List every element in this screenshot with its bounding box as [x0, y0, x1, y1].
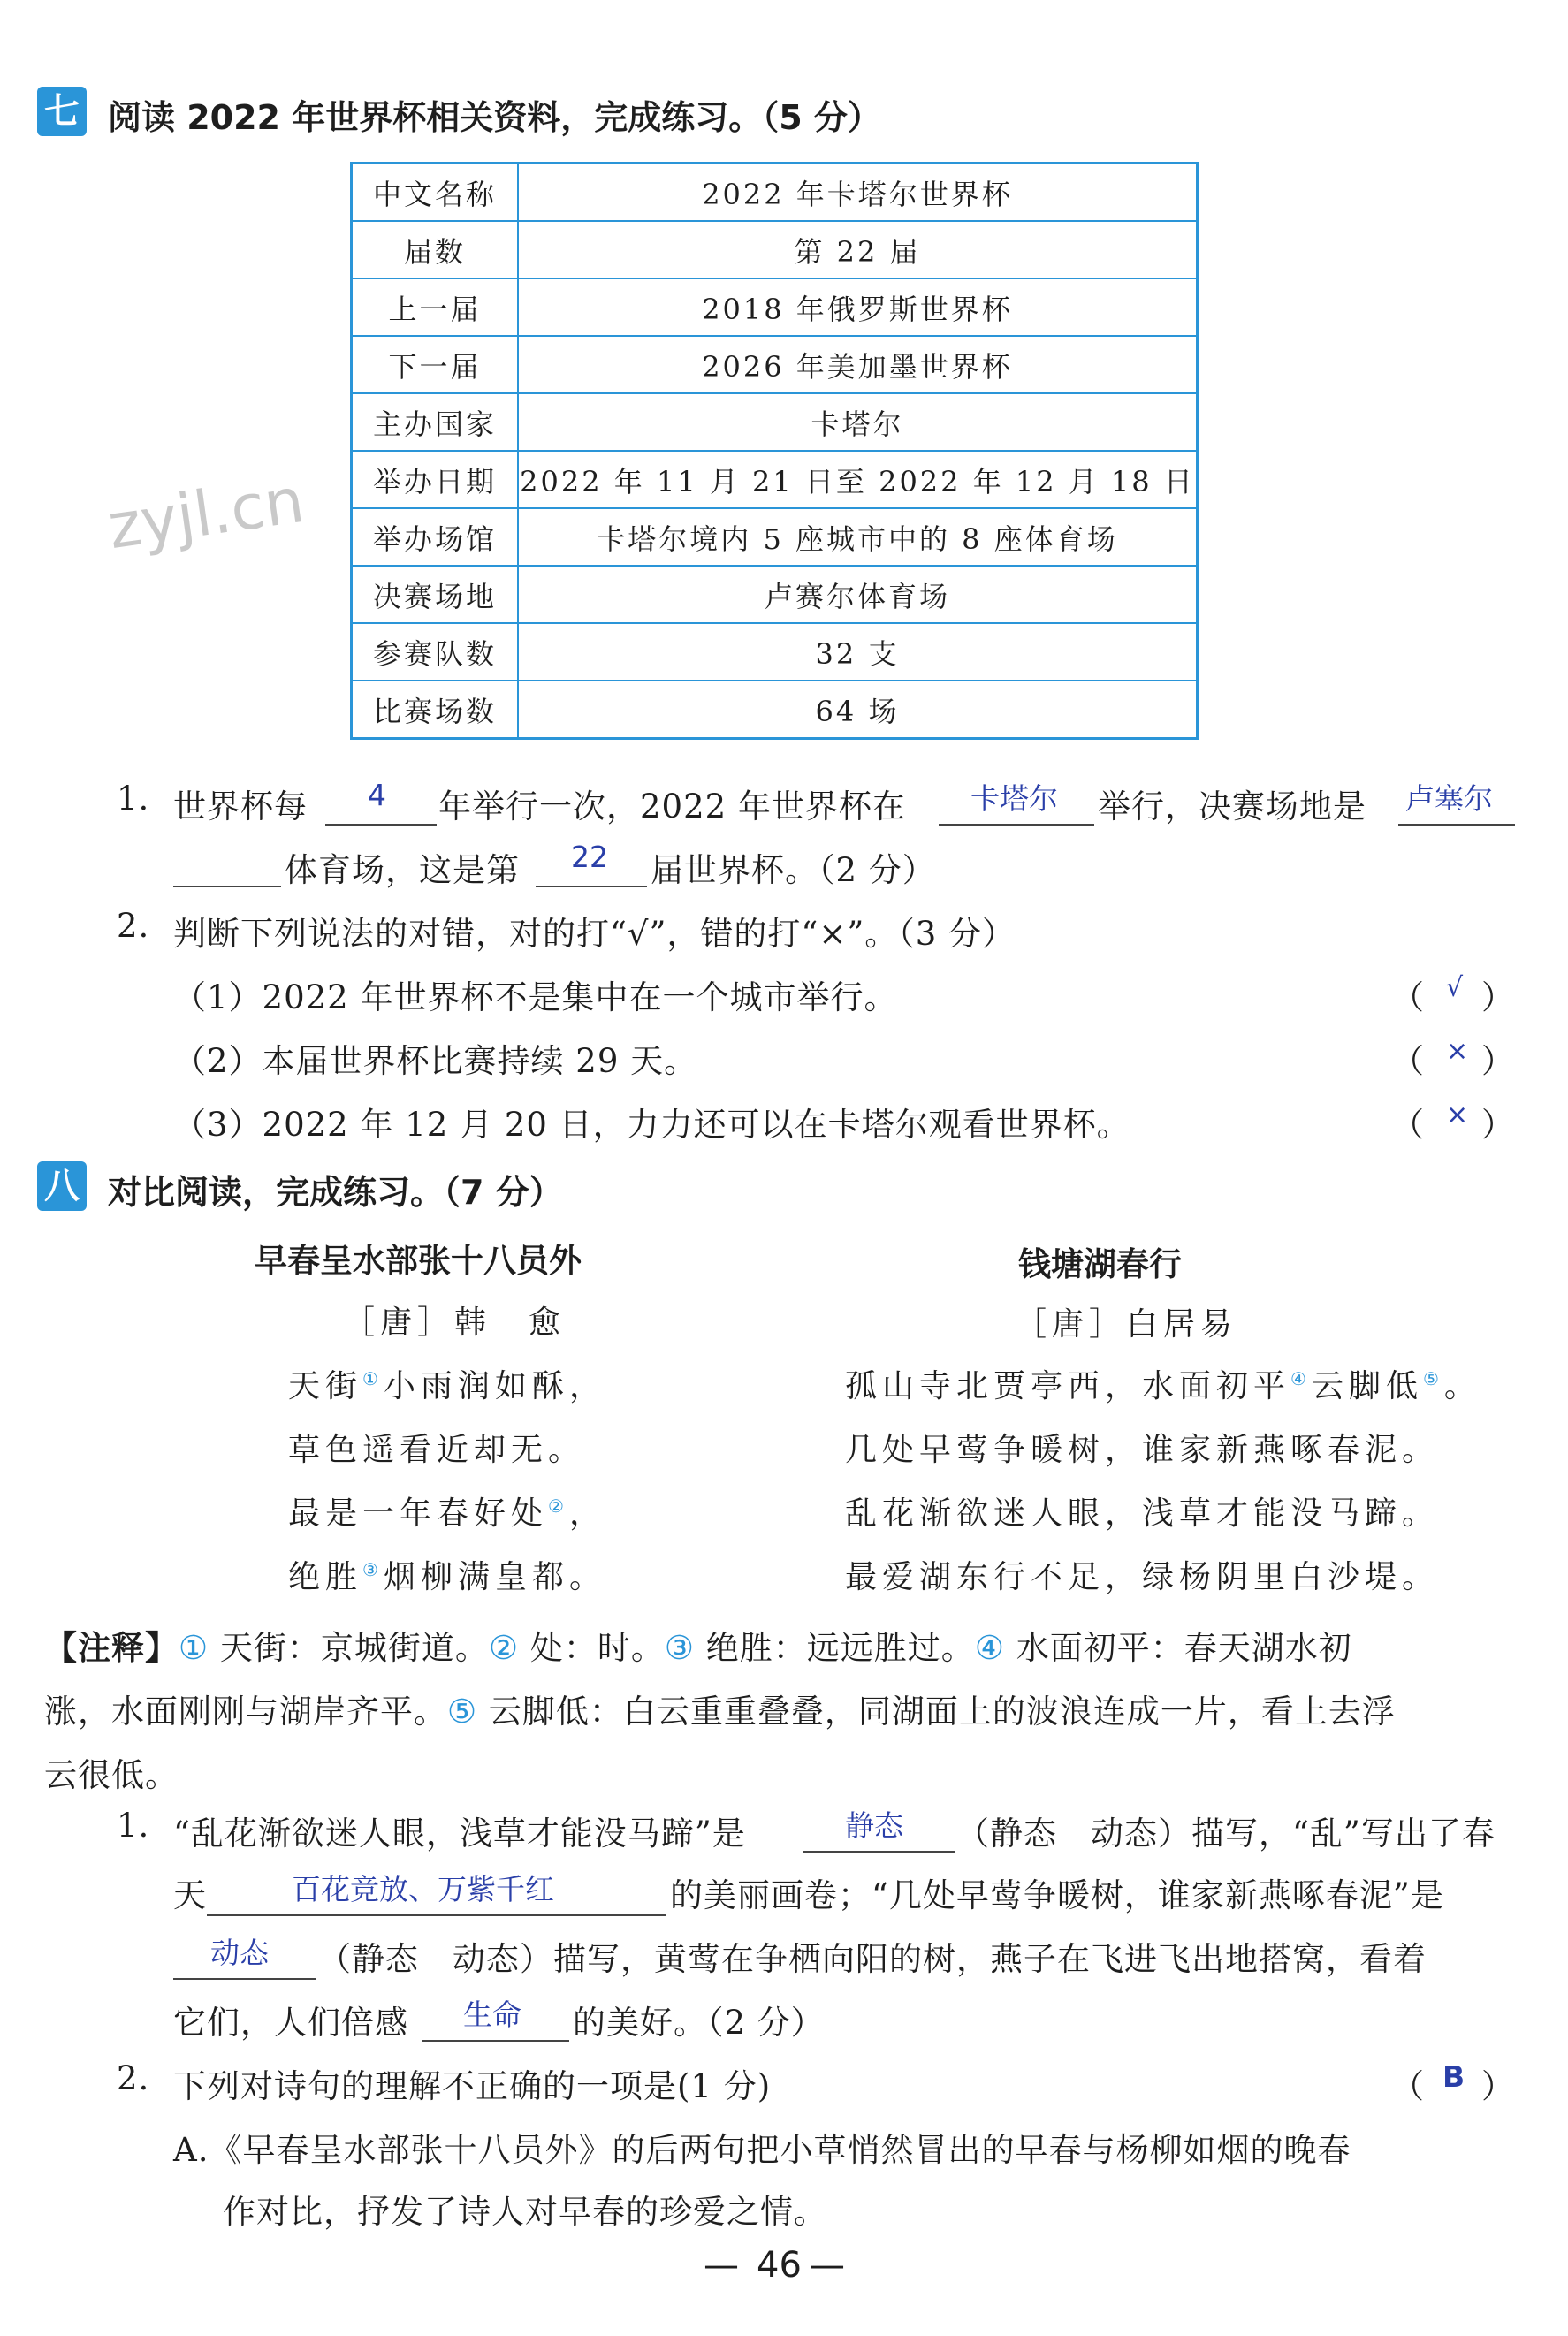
q7-1-text-3: 举行，决赛场地是 — [1098, 788, 1366, 826]
info-table-value: 卢赛尔体育场 — [518, 566, 1198, 623]
q8-1-text-7: 的美好。（2 分） — [573, 2004, 825, 2042]
notes-line-3: 云很低。 — [44, 1756, 179, 1794]
info-table-row — [352, 566, 1198, 623]
poem2-line — [845, 1488, 1439, 1533]
info-table-value: 卡塔尔 — [518, 393, 1198, 451]
q7-1-text-5: 届世界杯。（2 分） — [651, 851, 936, 889]
watermark: zyjl.cn — [103, 463, 308, 564]
q8-1-number: 1. — [117, 1807, 150, 1845]
q8-1-text-4: 的美丽画卷；“几处早莺争暖树，谁家新燕啄春泥”是 — [670, 1876, 1444, 1914]
poem2-line-part: 。 — [1443, 1368, 1481, 1404]
poem-1-author: ［唐］韩 愈 — [343, 1305, 567, 1341]
poem1-line-part: 烟柳满皇都。 — [383, 1559, 606, 1595]
q8-2-paren-close: ） — [1481, 2067, 1515, 2105]
q7-1-text-1: 世界杯每 — [173, 788, 308, 826]
poem1-line-part: 最是一年春好处 — [288, 1495, 549, 1532]
q7-1-text-2: 年举行一次，2022 年世界杯在 — [438, 788, 906, 826]
judge-paren-open: （ — [1391, 1106, 1425, 1144]
judge-item-text: （1）2022 年世界杯不是集中在一个城市举行。 — [173, 978, 898, 1016]
notes-line-1 — [44, 1621, 1352, 1669]
notes-line-2b: 云脚低：白云重重叠叠，同湖面上的波浪连成一片，看上去浮 — [477, 1693, 1396, 1731]
judge-item-answer: √ — [1446, 972, 1464, 1003]
poem1-line-part: 天街 — [288, 1368, 363, 1404]
q8-2-number: 2. — [117, 2059, 150, 2097]
section-8-title: 对比阅读，完成练习。（7 分） — [108, 1173, 563, 1212]
notes-text: 天街：京城街道。 — [209, 1629, 489, 1667]
q7-2-stem: 判断下列说法的对错，对的打“√”，错的打“×”。（3 分） — [173, 915, 1016, 953]
q8-1-answer-4: 生命 — [463, 1997, 521, 2032]
q7-1-blank-1 — [325, 824, 437, 826]
poem2-line — [845, 1552, 1439, 1597]
info-table-row — [352, 623, 1198, 681]
q8-2-stem: 下列对诗句的理解不正确的一项是(1 分) — [173, 2067, 772, 2105]
info-table-key: 举办场馆 — [352, 508, 519, 566]
judge-item-text: （3）2022 年 12 月 20 日，力力还可以在卡塔尔观看世界杯。 — [173, 1106, 1130, 1144]
q8-1-text-3: 天 — [173, 1876, 207, 1914]
q8-1-text-6: 它们，人们倍感 — [173, 2004, 408, 2042]
note-marker: ⑤ — [1422, 1368, 1444, 1389]
note-marker: ② — [548, 1495, 569, 1517]
notes-marker: ④ — [974, 1629, 1005, 1667]
q7-1-answer-4: 22 — [571, 840, 608, 874]
judge-paren-open: （ — [1391, 1042, 1425, 1080]
note-marker: ③ — [362, 1559, 384, 1580]
judge-paren-close: ） — [1481, 1106, 1515, 1144]
q8-1-answer-2: 百花竞放、万紫千红 — [292, 1872, 554, 1906]
info-table-row — [352, 336, 1198, 393]
notes-text: 水面初平：春天湖水初 — [1004, 1629, 1352, 1667]
q7-1-answer-3: 卢塞尔 — [1405, 781, 1493, 816]
poem2-line-part: 云脚低 — [1311, 1368, 1423, 1404]
info-table-row — [352, 221, 1198, 278]
poem-2-author: ［唐］白居易 — [1015, 1306, 1238, 1343]
info-table-value: 2022 年 11 月 21 日至 2022 年 12 月 18 日 — [518, 451, 1198, 508]
info-table-key: 主办国家 — [352, 393, 519, 451]
info-table-row — [352, 393, 1198, 451]
q8-1-answer-3: 动态 — [210, 1936, 269, 1970]
info-table-key: 上一届 — [352, 278, 519, 336]
notes-marker: ② — [488, 1629, 520, 1667]
q7-1-blank-2 — [939, 824, 1094, 826]
poem1-line — [288, 1425, 585, 1470]
info-table-value: 64 场 — [518, 681, 1198, 739]
judge-item-answer: × — [1446, 1036, 1469, 1067]
q8-2-option-a-line-2: 作对比，抒发了诗人对早春的珍爱之情。 — [223, 2193, 827, 2231]
info-table-key: 决赛场地 — [352, 566, 519, 623]
info-table-value: 2018 年俄罗斯世界杯 — [518, 278, 1198, 336]
judge-paren-close: ） — [1481, 978, 1515, 1016]
info-table-key: 下一届 — [352, 336, 519, 393]
q7-2-number: 2. — [117, 907, 150, 945]
poem1-line-part: 绝胜 — [288, 1559, 363, 1595]
notes-marker: ③ — [664, 1629, 696, 1667]
info-table-value: 32 支 — [518, 623, 1198, 681]
poem2-line-part: 最爱湖东行不足，绿杨阴里白沙堤。 — [845, 1559, 1440, 1595]
note-marker: ④ — [1290, 1368, 1312, 1389]
notes-label: 【注释】 — [44, 1629, 179, 1667]
footer-dash-right: — — [810, 2245, 845, 2286]
note-marker: ① — [362, 1368, 384, 1389]
q8-1-blank-2 — [207, 1914, 666, 1916]
judge-paren-open: （ — [1391, 978, 1425, 1016]
footer-dash-left: — — [704, 2245, 739, 2286]
q8-1-blank-4 — [422, 2040, 569, 2042]
poem1-line — [288, 1488, 606, 1533]
info-table-key: 中文名称 — [352, 164, 519, 222]
info-table-row — [352, 164, 1198, 222]
poem1-line-part: 草色遥看近却无。 — [288, 1432, 586, 1468]
poem2-line-part: 几处早莺争暖树，谁家新燕啄春泥。 — [845, 1432, 1440, 1468]
poem2-line-part: 乱花渐欲迷人眼，浅草才能没马蹄。 — [845, 1495, 1440, 1532]
poem-1-title: 早春呈水部张十八员外 — [255, 1242, 582, 1280]
page-number: 46 — [757, 2245, 802, 2286]
poem1-line — [288, 1552, 606, 1597]
info-table-value: 2026 年美加墨世界杯 — [518, 336, 1198, 393]
info-table-key: 比赛场数 — [352, 681, 519, 739]
q8-1-blank-1 — [803, 1851, 955, 1853]
q7-1-blank-3b — [173, 886, 281, 887]
notes-text: 绝胜：远远胜过。 — [695, 1629, 975, 1667]
poem2-line-part: 孤山寺北贾亭西，水面初平 — [845, 1368, 1291, 1404]
poem2-line — [845, 1361, 1481, 1406]
info-table-key: 参赛队数 — [352, 623, 519, 681]
info-table-value: 卡塔尔境内 5 座城市中的 8 座体育场 — [518, 508, 1198, 566]
worldcup-info-table — [350, 162, 1199, 740]
notes-line-2a: 涨，水面刚刚与湖岸齐平。 — [44, 1693, 447, 1731]
info-table-key: 举办日期 — [352, 451, 519, 508]
info-table-key: 届数 — [352, 221, 519, 278]
info-table-value: 2022 年卡塔尔世界杯 — [518, 164, 1198, 222]
q8-1-text-5: （静态 动态）描写，黄莺在争栖向阳的树，燕子在飞进飞出地搭窝，看着 — [318, 1940, 1427, 1978]
q8-2-paren-open: （ — [1391, 2067, 1425, 2105]
poem1-line-part: 小雨润如酥， — [383, 1368, 606, 1404]
info-table-row — [352, 508, 1198, 566]
q8-1-text-2: （静态 动态）描写，“乱”写出了春 — [956, 1815, 1496, 1853]
judge-item-answer: × — [1446, 1100, 1469, 1130]
q7-1-answer-1: 4 — [368, 778, 386, 812]
section-8-badge: 八 — [37, 1161, 87, 1211]
poem1-line-part: ， — [568, 1495, 606, 1532]
notes-marker-5: ⑤ — [447, 1693, 478, 1731]
q7-1-blank-4 — [536, 886, 647, 887]
q8-2-option-a-line-1: A.《早春呈水部张十八员外》的后两句把小草悄然冒出的早春与杨柳如烟的晚春 — [173, 2131, 1351, 2169]
notes-line-2 — [44, 1685, 1396, 1732]
q8-1-answer-1: 静态 — [845, 1808, 903, 1843]
info-table-row — [352, 451, 1198, 508]
section-7-badge: 七 — [37, 87, 87, 136]
q8-1-text-1: “乱花渐欲迷人眼，浅草才能没马蹄”是 — [173, 1815, 746, 1853]
judge-paren-close: ） — [1481, 1042, 1515, 1080]
info-table-row — [352, 681, 1198, 739]
notes-text: 处：时。 — [519, 1629, 665, 1667]
q7-1-answer-2: 卡塔尔 — [970, 781, 1058, 816]
poem1-line — [288, 1361, 606, 1406]
poem2-line — [845, 1425, 1439, 1470]
poem-2-title: 钱塘湖春行 — [1018, 1245, 1182, 1283]
notes-marker: ① — [179, 1629, 209, 1667]
section-7-title: 阅读 2022 年世界杯相关资料，完成练习。（5 分） — [108, 98, 881, 137]
info-table-value: 第 22 届 — [518, 221, 1198, 278]
q7-1-text-4: 体育场，这是第 — [285, 851, 520, 889]
q8-1-blank-3 — [173, 1978, 316, 1980]
judge-item-text: （2）本届世界杯比赛持续 29 天。 — [173, 1042, 698, 1080]
info-table-row — [352, 278, 1198, 336]
q7-1-number: 1. — [117, 780, 150, 818]
q7-1-blank-3 — [1398, 824, 1515, 826]
q8-2-answer: B — [1442, 2059, 1465, 2094]
